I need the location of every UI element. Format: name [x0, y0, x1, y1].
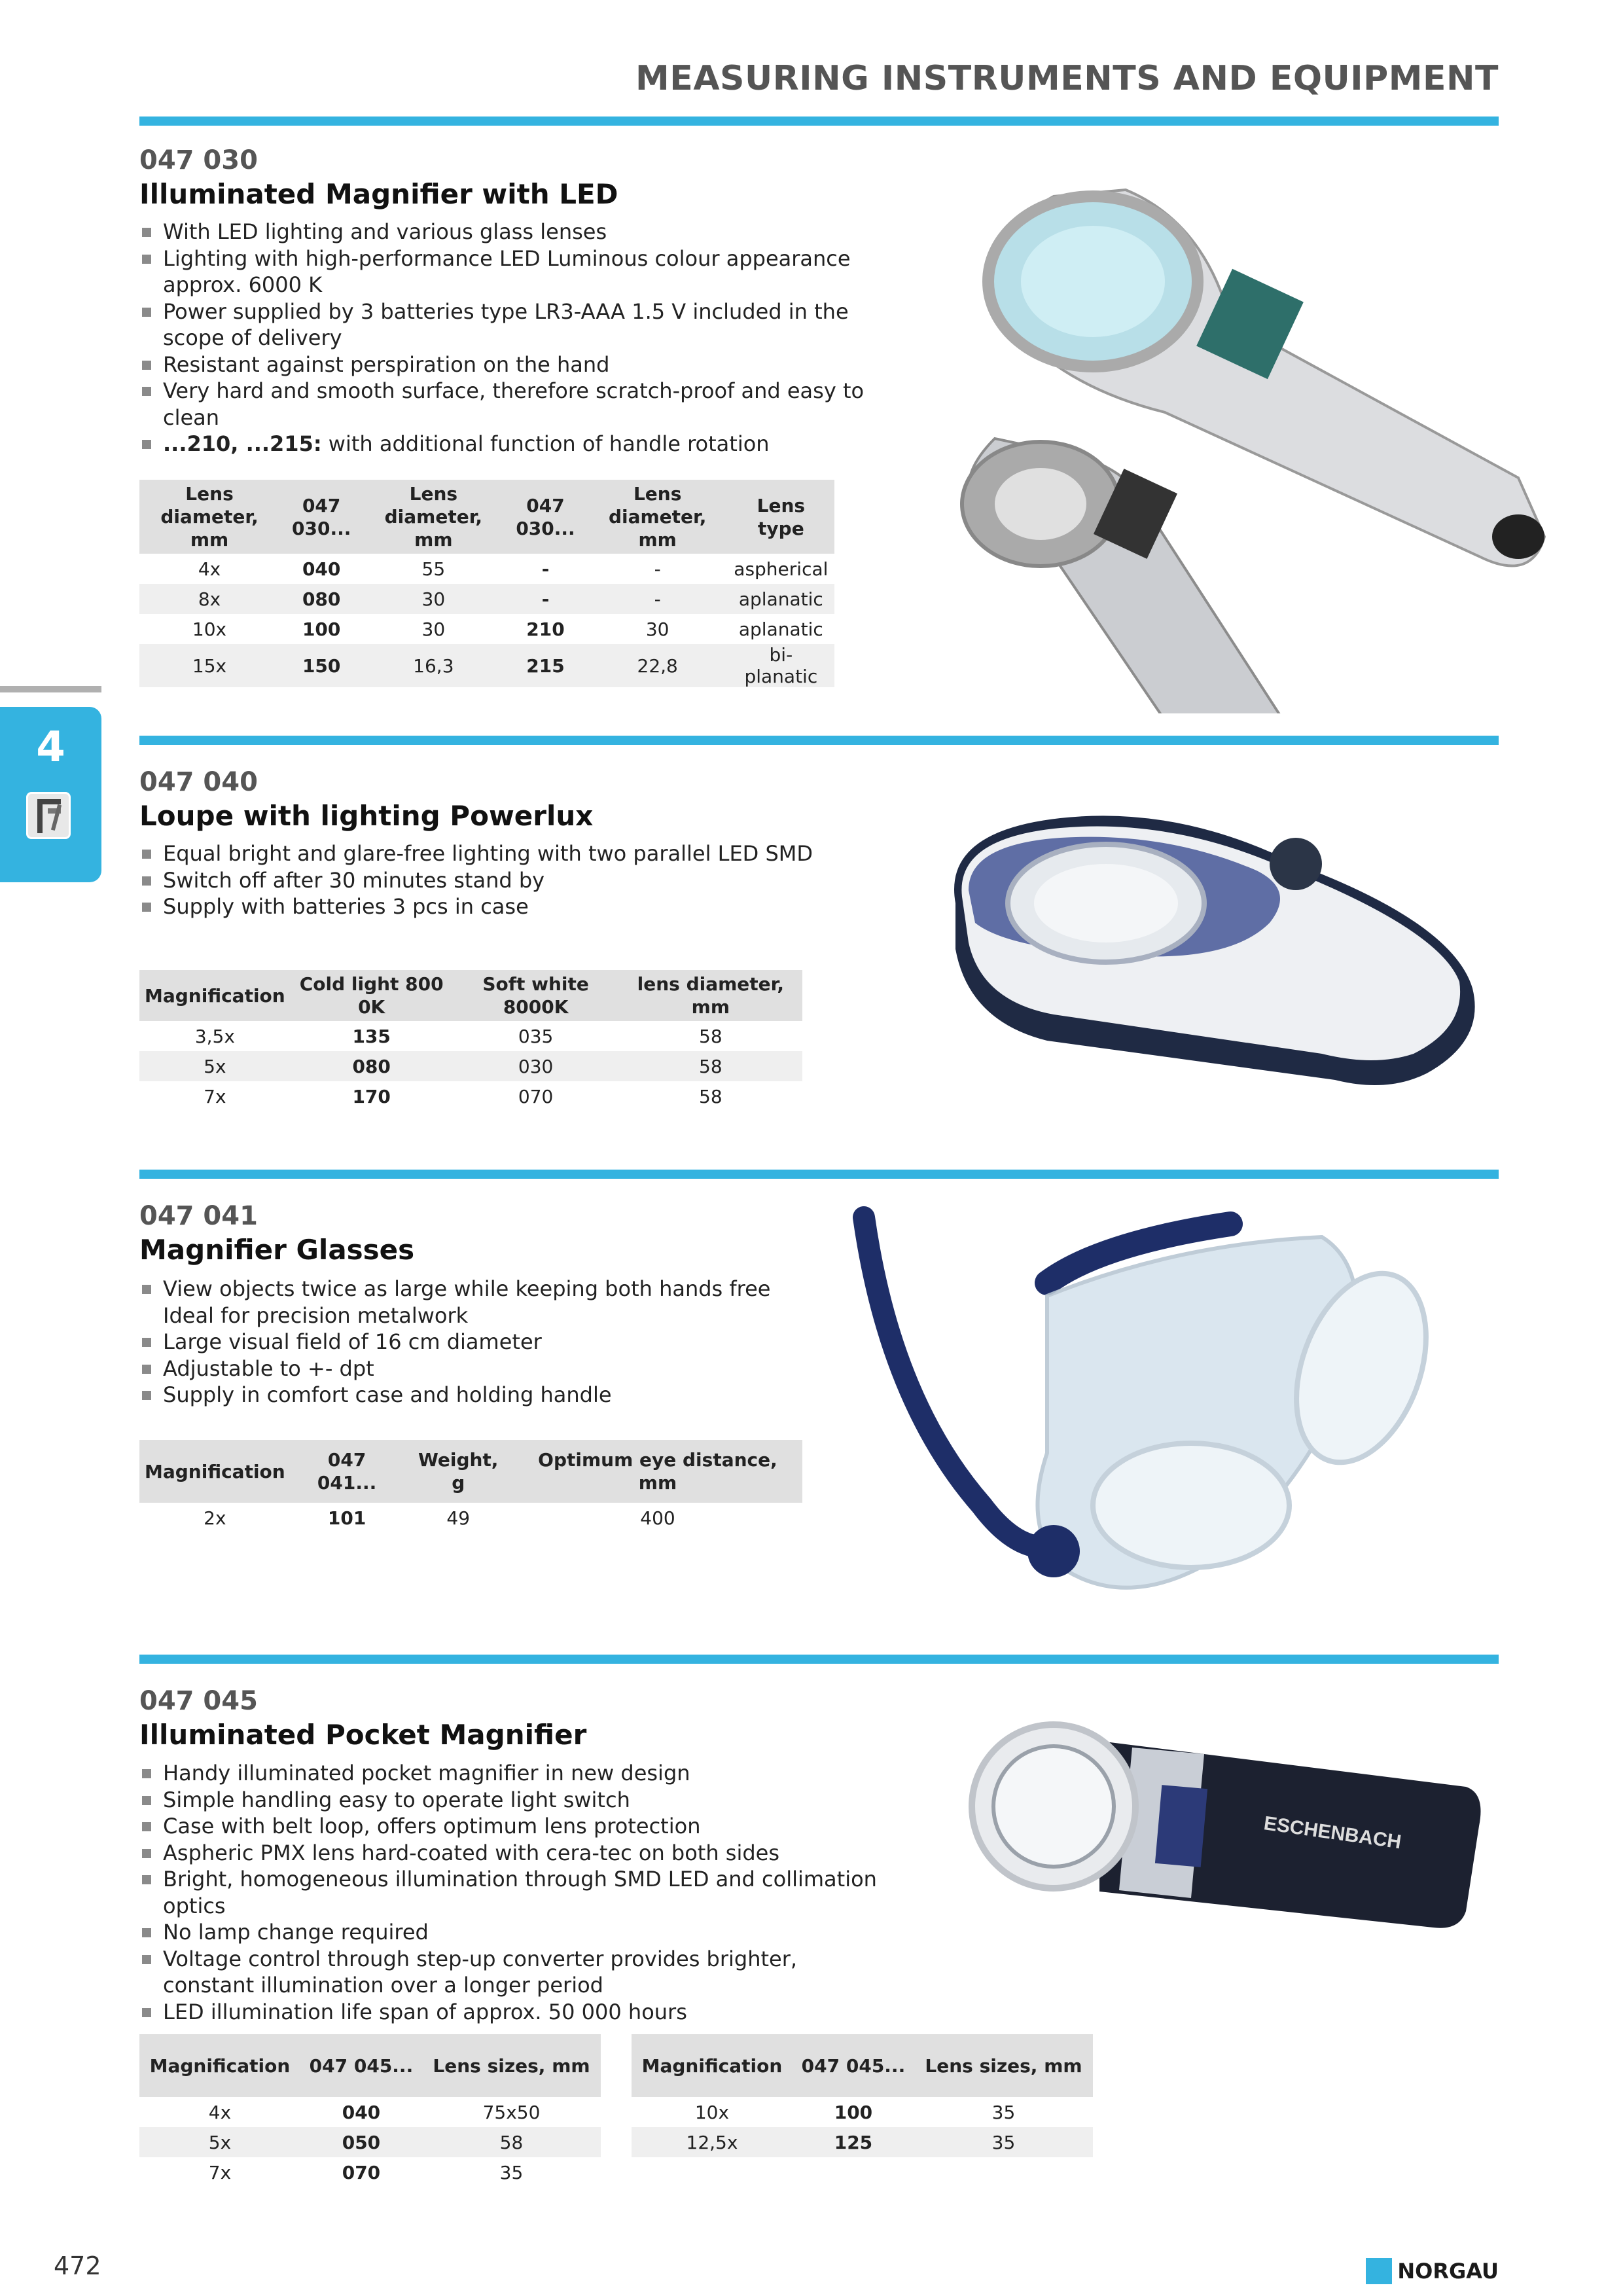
- table-cell: 080: [291, 1051, 453, 1081]
- feature-item: Equal bright and glare-free lighting with two parallel LED SMD: [139, 840, 925, 867]
- table-cell: 7x: [208, 2161, 232, 2183]
- table-cell: aplanatic: [728, 584, 834, 614]
- table-cell: -: [541, 558, 550, 580]
- chapter-number: 4: [36, 723, 65, 772]
- spec-table: [139, 970, 802, 1111]
- table-cell: 050: [300, 2127, 422, 2157]
- table-cell: aspherical: [734, 558, 829, 580]
- table-header: 047 045...: [793, 2034, 914, 2097]
- table-cell: 030: [453, 1051, 619, 1081]
- section-code: 047 030: [139, 145, 258, 175]
- feature-item: Voltage control through step-up converter provides brighter, constant illumination over a longer period: [139, 1946, 885, 1999]
- feature-list: [139, 219, 866, 457]
- table-row: [139, 2097, 601, 2127]
- table-header: Magnification: [139, 1440, 291, 1503]
- feature-item: Case with belt loop, offers optimum lens protection: [139, 1813, 885, 1840]
- pocket-magnifier-image: [969, 1715, 1492, 1931]
- feature-list: [139, 1276, 794, 1408]
- section-title: Loupe with lighting Powerlux: [139, 800, 594, 832]
- feature-item: With LED lighting and various glass lenses: [139, 219, 866, 245]
- table-header: 047 030...: [503, 480, 587, 554]
- section-rule: [139, 1170, 1499, 1179]
- table-row: [632, 2127, 1093, 2157]
- table-cell: 49: [446, 1507, 471, 1529]
- table-row: [139, 644, 834, 687]
- table-cell: 5x: [139, 2127, 300, 2157]
- table-cell: 150: [279, 644, 363, 687]
- magnifier-glasses-image: [851, 1204, 1492, 1623]
- section-title: Magnifier Glasses: [139, 1234, 415, 1266]
- powerlux-loupe-image: [929, 792, 1492, 1093]
- table-header: Magnification: [632, 2034, 793, 2097]
- table-cell: 100: [834, 2101, 873, 2123]
- table-cell: 080: [279, 584, 363, 614]
- header-rule: [139, 117, 1499, 126]
- feature-item-rest: with additional function of handle rotation: [321, 431, 770, 456]
- table-cell: 035: [518, 1025, 554, 1047]
- feature-list: [139, 1760, 885, 2025]
- feature-item-bold: ...210, ...215:: [163, 431, 322, 456]
- table-header: Optimum eye distance, mm: [513, 1440, 802, 1503]
- table-cell: 30: [421, 618, 446, 640]
- table-header: Cold light 800 0K: [291, 970, 453, 1021]
- spec-table-left: [139, 2034, 601, 2187]
- table-header: Magnification: [139, 970, 291, 1021]
- feature-item: LED illumination life span of approx. 50 000 hours: [139, 1999, 885, 2026]
- table-row: [139, 614, 834, 644]
- table-row: [139, 2157, 601, 2187]
- table-cell: 75x50: [482, 2101, 541, 2123]
- feature-item: Very hard and smooth surface, therefore scratch-proof and easy to clean: [139, 378, 866, 431]
- feature-item: Supply with batteries 3 pcs in case: [139, 893, 925, 920]
- feature-item: Power supplied by 3 batteries type LR3-AAA 1.5 V included in the scope of delivery: [139, 298, 866, 351]
- table-row: [632, 2097, 1093, 2127]
- table-row: [139, 554, 834, 584]
- table-cell: 170: [352, 1085, 391, 1107]
- feature-item: [139, 431, 866, 457]
- table-cell: 4x: [208, 2101, 232, 2123]
- table-cell: 58: [699, 1085, 722, 1107]
- feature-item: No lamp change required: [139, 1919, 885, 1946]
- table-cell: 12,5x: [632, 2127, 793, 2157]
- brand-name: NORGAU: [1397, 2259, 1499, 2284]
- table-cell: -: [588, 584, 728, 614]
- table-cell: 58: [699, 1025, 722, 1047]
- page-number: 472: [54, 2251, 101, 2280]
- chapter-tab-line: [0, 686, 101, 692]
- table-cell: 58: [422, 2127, 601, 2157]
- section-title: Illuminated Magnifier with LED: [139, 178, 618, 210]
- feature-item: Handy illuminated pocket magnifier in new design: [139, 1760, 885, 1787]
- table-header: Lens diameter, mm: [139, 480, 279, 554]
- table-cell: 070: [518, 1085, 554, 1107]
- table-cell: 35: [499, 2161, 524, 2183]
- section-title: Illuminated Pocket Magnifier: [139, 1719, 587, 1751]
- table-header: Lens sizes, mm: [914, 2034, 1093, 2097]
- section-code: 047 040: [139, 767, 258, 797]
- feature-item: Supply in comfort case and holding handle: [139, 1382, 794, 1408]
- feature-item: Resistant against perspiration on the hand: [139, 351, 866, 378]
- table-header: Weight, g: [403, 1440, 512, 1503]
- caliper-icon: [26, 792, 71, 839]
- table-header: Lens sizes, mm: [422, 2034, 601, 2097]
- table-cell: 3,5x: [194, 1025, 235, 1047]
- table-cell: 215: [503, 644, 587, 687]
- feature-item: Lighting with high-performance LED Luminous colour appearance approx. 6000 K: [139, 245, 866, 298]
- table-cell: 35: [991, 2101, 1016, 2123]
- table-cell: 210: [526, 618, 565, 640]
- illuminated-magnifier-image: [890, 151, 1584, 713]
- table-header: lens diameter, mm: [619, 970, 802, 1021]
- table-cell: 040: [302, 558, 341, 580]
- table-cell: 400: [640, 1507, 675, 1529]
- table-header: Lens type: [728, 480, 834, 554]
- table-cell: aplanatic: [738, 618, 823, 640]
- table-row: [139, 1503, 802, 1533]
- logo-square-icon: [1366, 2258, 1392, 2284]
- table-row: [139, 584, 834, 614]
- table-cell: 10x: [694, 2101, 730, 2123]
- table-cell: 101: [327, 1507, 366, 1529]
- table-cell: -: [654, 558, 661, 580]
- table-cell: 30: [645, 618, 669, 640]
- table-cell: 55: [421, 558, 446, 580]
- feature-item: Bright, homogeneous illumination through SMD LED and collimation optics: [139, 1866, 885, 1919]
- table-cell: 58: [619, 1051, 802, 1081]
- feature-item: Aspheric PMX lens hard-coated with cera-tec on both sides: [139, 1840, 885, 1867]
- table-row: [139, 1081, 802, 1111]
- table-cell: 040: [342, 2101, 381, 2123]
- table-header: Lens diameter, mm: [363, 480, 503, 554]
- spec-table-right: [632, 2034, 1093, 2157]
- table-cell: 7x: [204, 1085, 226, 1107]
- table-cell: 16,3: [363, 644, 503, 687]
- feature-item: Adjustable to +- dpt: [139, 1355, 794, 1382]
- brand-label: ESCHENBACH: [1262, 1812, 1403, 1854]
- table-header: Lens diameter, mm: [588, 480, 728, 554]
- table-cell: 30: [363, 584, 503, 614]
- page-header-title: MEASURING INSTRUMENTS AND EQUIPMENT: [635, 59, 1499, 98]
- table-cell: 10x: [192, 618, 227, 640]
- feature-item: Switch off after 30 minutes stand by: [139, 867, 925, 894]
- table-header: 047 041...: [291, 1440, 404, 1503]
- brand-logo: [1366, 2258, 1499, 2284]
- spec-table: [139, 480, 834, 687]
- table-cell: 22,8: [588, 644, 728, 687]
- table-cell: 5x: [139, 1051, 291, 1081]
- table-header: Soft white 8000K: [453, 970, 619, 1021]
- section-rule: [139, 1655, 1499, 1664]
- table-cell: 135: [352, 1025, 391, 1047]
- table-cell: 15x: [139, 644, 279, 687]
- table-row: [139, 2127, 601, 2157]
- table-cell: 100: [302, 618, 341, 640]
- spec-table: [139, 1440, 802, 1533]
- table-header: 047 045...: [300, 2034, 422, 2097]
- table-header: 047 030...: [279, 480, 363, 554]
- section-rule: [139, 736, 1499, 745]
- table-header: Magnification: [139, 2034, 300, 2097]
- table-row: [139, 1021, 802, 1051]
- feature-item: Simple handling easy to operate light switch: [139, 1787, 885, 1814]
- table-cell: 4x: [198, 558, 221, 580]
- table-cell: 070: [342, 2161, 381, 2183]
- table-cell: 8x: [139, 584, 279, 614]
- section-code: 047 045: [139, 1686, 258, 1716]
- table-cell: bi-planatic: [728, 644, 834, 687]
- table-cell: 125: [793, 2127, 914, 2157]
- table-cell: 35: [914, 2127, 1093, 2157]
- table-cell: 2x: [204, 1507, 226, 1529]
- section-code: 047 041: [139, 1201, 258, 1231]
- feature-item: View objects twice as large while keeping both hands free Ideal for precision metalwork: [139, 1276, 794, 1329]
- table-row: [139, 1051, 802, 1081]
- feature-list: [139, 840, 925, 920]
- feature-item: Large visual field of 16 cm diameter: [139, 1329, 794, 1355]
- table-cell: -: [503, 584, 587, 614]
